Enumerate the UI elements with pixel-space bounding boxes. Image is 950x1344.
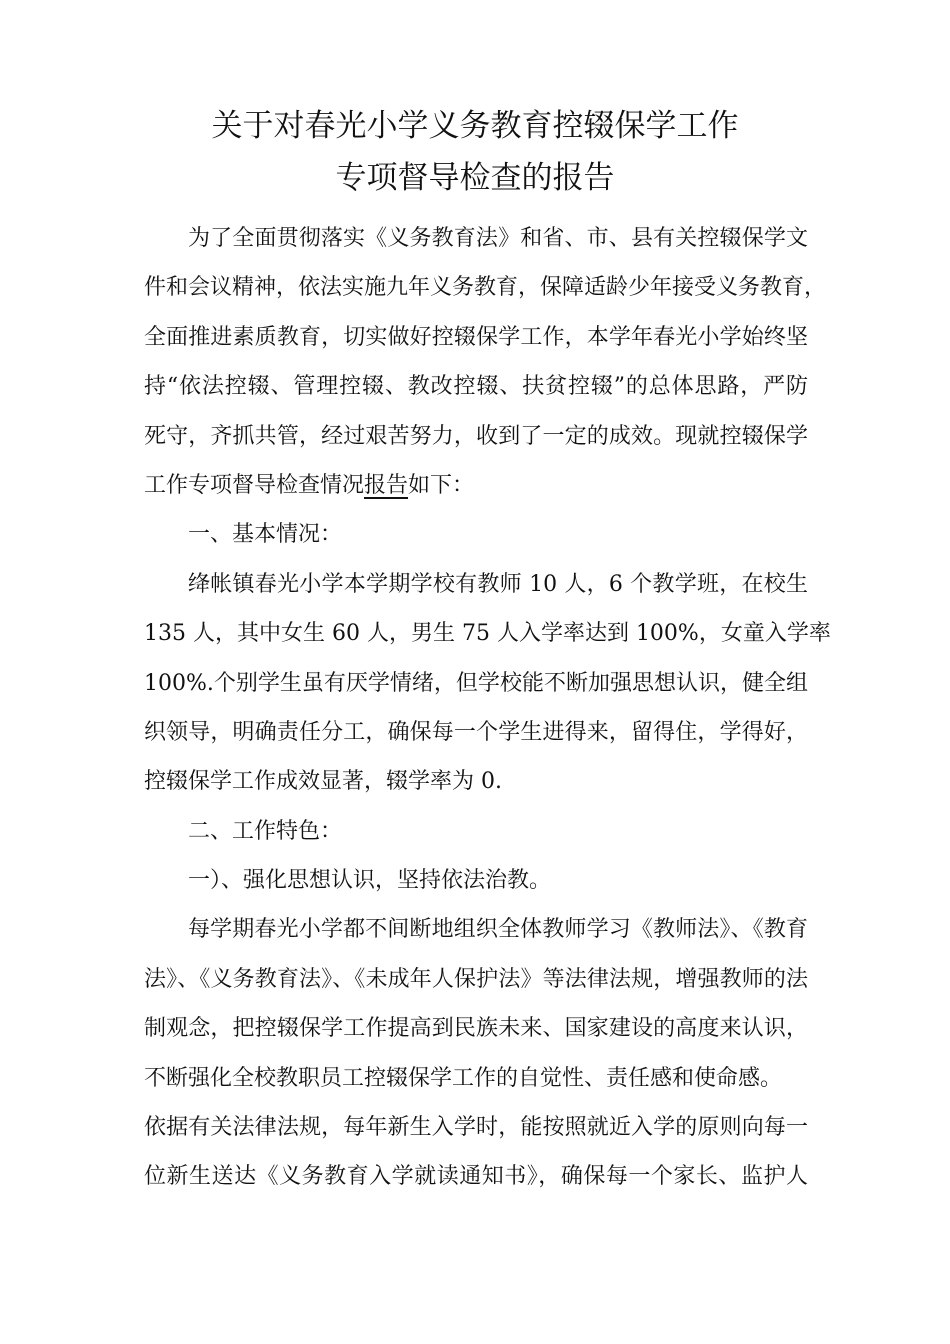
text-line: 控辍保学工作成效显著，辍学率为 0.	[144, 769, 502, 795]
text-segment: 工作专项督导检查情况	[144, 472, 365, 498]
text-segment: 如下：	[408, 472, 475, 498]
text-line: 持“依法控辍、管理控辍、教改控辍、扶贫控辍”的总体思路，严防	[144, 374, 808, 400]
title-line-1: 关于对春光小学义务教育控辍保学工作	[211, 108, 739, 144]
text-line: 135 人，其中女生 60 人，男生 75 人入学率达到 100%，女童入学率	[144, 621, 831, 647]
text-line: 依据有关法律法规，每年新生入学时，能按照就近入学的原则向每一	[144, 1115, 808, 1141]
text-line: 法》、《义务教育法》、《未成年人保护法》等法律法规，增强教师的法	[144, 966, 808, 992]
text-line: 织领导，明确责任分工，确保每一个学生进得来，留得住，学得好，	[144, 719, 808, 745]
text-line: 不断强化全校教职员工控辍保学工作的自觉性、责任感和使命感。	[144, 1065, 783, 1091]
underlined-word: 报告	[364, 472, 409, 498]
section-heading: 一、基本情况：	[188, 522, 343, 548]
document-title	[0, 100, 950, 204]
text-line: 每学期春光小学都不间断地组织全体教师学习《教师法》、《教育	[188, 917, 808, 943]
text-line: 死守，齐抓共管，经过艰苦努力，收到了一定的成效。现就控辍保学	[144, 423, 808, 449]
text-line: 为了全面贯彻落实《义务教育法》和省、市、县有关控辍保学文	[188, 226, 808, 251]
document-body	[144, 214, 831, 1202]
text-line: 制观念，把控辍保学工作提高到民族未来、国家建设的高度来认识，	[144, 1016, 808, 1042]
subsection-heading: 一）、强化思想认识，坚持依法治教。	[188, 868, 552, 894]
title-line-2: 专项督导检查的报告	[335, 160, 615, 196]
text-line: 100%.个别学生虽有厌学情绪，但学校能不断加强思想认识，健全组	[144, 670, 808, 696]
text-line: 件和会议精神，依法实施九年义务教育，保障适龄少年接受义务教育，	[144, 275, 827, 301]
text-line: 绛帐镇春光小学本学期学校有教师 10 人，6 个教学班，在校生	[188, 571, 808, 597]
section-heading: 二、工作特色：	[188, 818, 343, 844]
text-line	[144, 461, 808, 510]
text-line: 全面推进素质教育，切实做好控辍保学工作，本学年春光小学始终坚	[144, 324, 808, 350]
text-line: 位新生送达《义务教育入学就读通知书》，确保每一个家长、监护人	[144, 1164, 808, 1190]
